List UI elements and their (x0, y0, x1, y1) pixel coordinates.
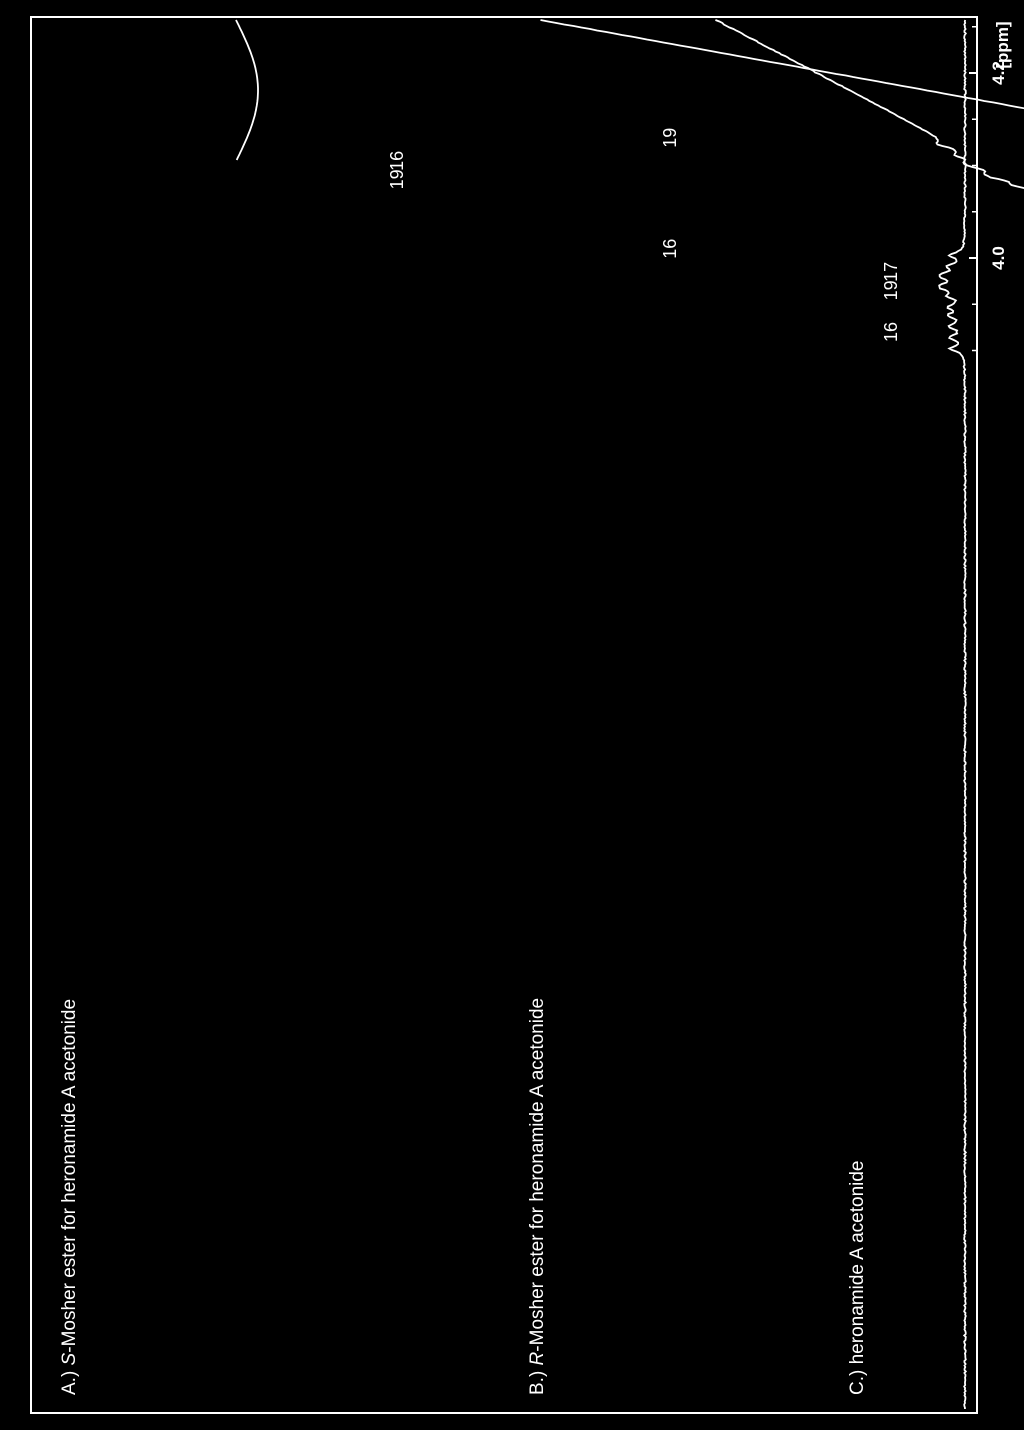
peak-label: 19 (387, 169, 407, 190)
peak-label: 16 (387, 150, 407, 171)
panel-title-rest: -Mosher ester for heronamide A acetonide (527, 997, 548, 1352)
x-tick-label: 4.2 (989, 61, 1008, 85)
panel-title-stereo: S (59, 1352, 80, 1366)
panel-title-stereo: R (527, 1351, 548, 1366)
peak-label: 19 (660, 127, 680, 148)
peak-label: 17 (881, 261, 901, 282)
x-tick-label: 4.0 (989, 246, 1008, 270)
peak-label: 19 (881, 280, 901, 301)
peak-label: 16 (881, 321, 901, 343)
panel-title-prefix: C.) (847, 1364, 868, 1395)
peak-label: 16 (660, 238, 680, 259)
panel-title-prefix: A.) (59, 1365, 80, 1395)
panel-title-c (847, 1161, 868, 1396)
panel-title-b (527, 998, 548, 1395)
panel-title-prefix: B.) (527, 1365, 548, 1395)
panel-title-rest: -Mosher ester for heronamide A acetonide (59, 998, 80, 1353)
panel-title-rest: heronamide A acetonide (847, 1160, 868, 1365)
panel-title-a (59, 999, 80, 1395)
x-axis-label: [ppm] (993, 21, 1012, 69)
